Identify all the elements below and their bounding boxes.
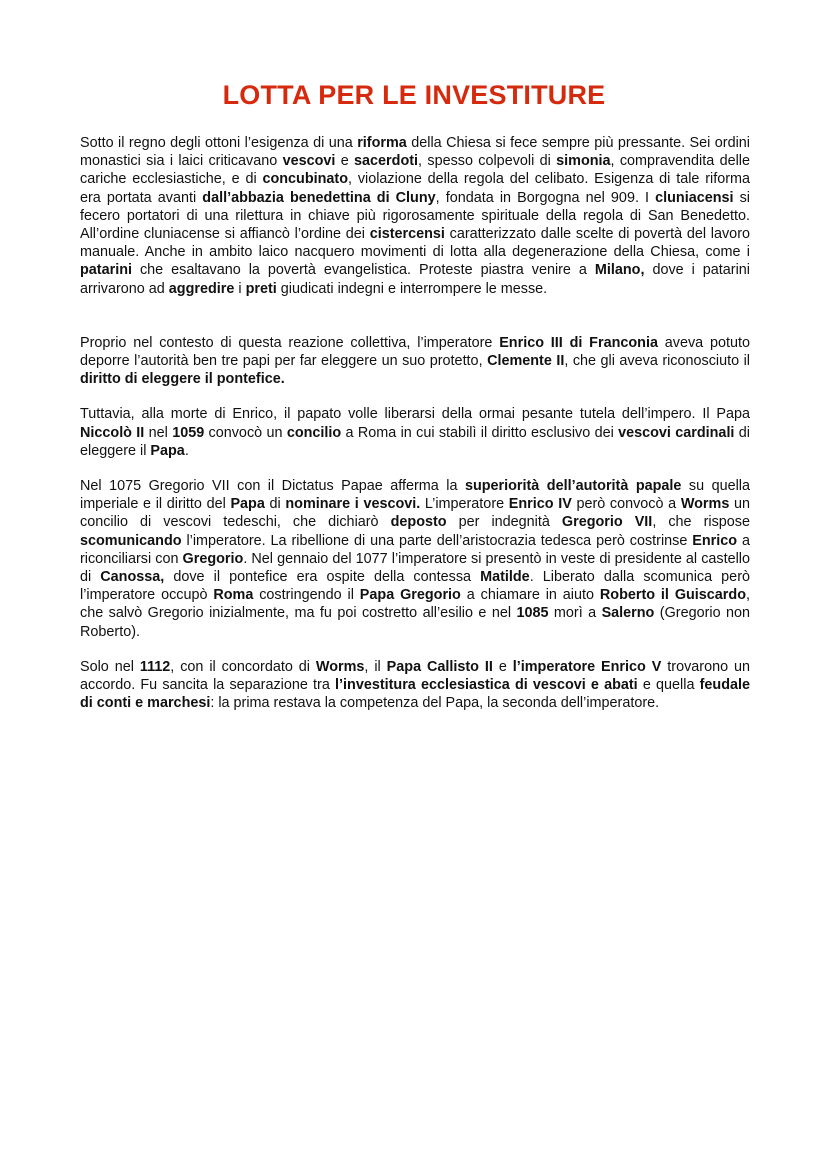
bold-text-run: nominare i vescovi.	[285, 496, 421, 513]
text-run: di eleggere il	[80, 424, 750, 459]
bold-text-run: Papa	[150, 442, 185, 459]
text-run: dove i patarini arrivarono ad	[80, 262, 750, 297]
text-run: . Liberato dalla scomunica però l’imperatore occupò	[80, 569, 750, 604]
bold-text-run: Clemente II	[487, 353, 565, 370]
text-run: giudicati indegni e interrompere le messe.	[276, 280, 548, 297]
text-run: di	[264, 496, 286, 513]
text-run: dove il pontefice era ospite della contessa	[164, 569, 481, 586]
text-run: (Gregorio non Roberto).	[80, 605, 751, 640]
text-run: un concilio di vescovi tedeschi, che dichiarò	[80, 496, 750, 531]
bold-text-run: diritto di eleggere il pontefice.	[80, 371, 285, 388]
text-run: i	[234, 280, 246, 297]
bold-text-run: superiorità dell’autorità papale	[464, 478, 682, 495]
text-run: , con il concordato di	[170, 658, 316, 675]
bold-text-run: sacerdoti	[354, 153, 419, 170]
bold-text-run: 1085	[516, 605, 549, 622]
bold-text-run: aggredire	[168, 280, 235, 297]
text-run: trovarono un accordo. Fu sancita la separazione tra	[80, 658, 751, 694]
bold-text-run: Roberto il Guiscardo	[599, 587, 746, 604]
text-run: : la prima restava la competenza del Papa, la seconda dell’imperatore.	[210, 695, 660, 712]
text-run: nel	[144, 424, 173, 441]
bold-text-run: Gregorio	[182, 550, 244, 567]
bold-text-run: 1059	[172, 424, 205, 441]
bold-text-run: simonia	[556, 153, 611, 170]
text-run: e quella	[637, 677, 700, 694]
text-run: caratterizzato dalle scelte di povertà del lavoro manuale. Anche in ambito laico nacquero movimenti di lotta alla degenerazione della Chiesa, come i	[80, 226, 750, 261]
bold-text-run: Enrico	[692, 532, 738, 549]
bold-text-run: Papa Gregorio	[359, 587, 461, 604]
bold-text-run: concilio	[286, 424, 342, 441]
paragraph-concordato-worms	[80, 658, 750, 713]
bold-text-run: Canossa,	[100, 569, 165, 586]
bold-text-run: Matilde	[480, 569, 530, 586]
text-run: si fecero portatori di una rilettura in chiave più rigorosamente spirituale della regola di San Benedetto. All’ordine cluniacense si affiancò l’ordine dei	[80, 189, 750, 243]
text-run: .	[184, 442, 189, 459]
text-run: Sotto il regno degli ottoni l’esigenza di una	[80, 135, 358, 151]
bold-text-run: preti	[245, 280, 277, 297]
paragraph-niccolo-ii	[80, 405, 750, 460]
text-run: della Chiesa si fece sempre più pressante. Sei ordini monastici sia i laici criticavano	[80, 135, 750, 170]
text-run: , violazione della regola del celibato. Esigenza di tale riforma era portata avanti	[80, 171, 750, 206]
bold-text-run: dall’abbazia benedettina di Cluny	[202, 189, 436, 206]
text-run: , compravendita delle cariche ecclesiastiche, e di	[80, 153, 750, 188]
text-run: a riconciliarsi con	[80, 532, 750, 567]
bold-text-run: Enrico IV	[508, 496, 572, 513]
bold-text-run: feudale di conti e marchesi	[80, 677, 751, 712]
text-run: , spesso colpevoli di	[418, 153, 557, 170]
text-run: l’imperatore. La ribellione di una parte dell’aristocrazia tedesca però costrinse	[181, 532, 693, 549]
bold-text-run: Enrico III di Franconia	[499, 334, 658, 351]
paragraph-riforma-chiesa	[80, 134, 750, 298]
document-title: LOTTA PER LE INVESTITURE	[222, 80, 606, 110]
bold-text-run: Milano,	[594, 262, 645, 279]
text-run: morì a	[548, 605, 602, 622]
text-run: , che rispose	[652, 514, 750, 531]
bold-text-run: vescovi cardinali	[618, 424, 735, 441]
paragraph-enrico-iii	[80, 334, 750, 389]
text-run: aveva potuto deporre l’autorità ben tre papi per far eleggere un suo protetto,	[80, 334, 750, 370]
bold-text-run: Papa Callisto II	[386, 658, 493, 675]
text-run: , che salvò Gregorio inizialmente, ma fu poi costretto all’esilio e nel	[80, 587, 750, 622]
bold-text-run: scomunicando	[80, 532, 182, 549]
bold-text-run: cluniacensi	[655, 189, 734, 206]
paragraph-gregorio-vii	[80, 477, 750, 641]
bold-text-run: vescovi	[282, 153, 336, 170]
text-run: L’imperatore	[420, 496, 509, 513]
text-run: Solo nel	[80, 658, 140, 675]
text-run: che esaltavano la povertà evangelistica. Proteste piastra venire a	[131, 262, 595, 279]
bold-text-run: Gregorio VII	[561, 514, 653, 531]
bold-text-run: Worms	[315, 658, 365, 675]
text-run: , che gli aveva riconosciuto il	[564, 353, 750, 370]
text-run: , il	[364, 658, 387, 675]
text-run: , fondata in Borgogna nel 909. I	[435, 189, 656, 206]
bold-text-run: Salerno	[601, 605, 655, 622]
text-run: Tuttavia, alla morte di Enrico, il papato volle liberarsi della ormai pesante tutela dell’impero. Il Papa	[80, 406, 750, 423]
document-body	[80, 134, 750, 729]
bold-text-run: patarini	[80, 262, 132, 279]
text-run: Proprio nel contesto di questa reazione collettiva, l’imperatore	[80, 334, 500, 351]
text-run: a chiamare in aiuto	[460, 587, 600, 604]
text-run: a Roma in cui stabilì il diritto esclusivo dei	[341, 424, 619, 441]
text-run: costringendo il	[253, 587, 360, 604]
text-run: e	[335, 153, 355, 170]
bold-text-run: l’imperatore Enrico V	[512, 658, 662, 675]
bold-text-run: cistercensi	[369, 226, 445, 243]
bold-text-run: riforma	[357, 135, 407, 151]
bold-text-run: Worms	[680, 496, 730, 513]
bold-text-run: deposto	[390, 514, 447, 531]
bold-text-run: concubinato	[262, 171, 349, 188]
bold-text-run: Papa	[230, 496, 265, 513]
bold-text-run: Niccolò II	[80, 424, 145, 441]
bold-text-run: 1112	[139, 658, 171, 675]
text-run: però convocò a	[571, 496, 681, 513]
text-run: e	[492, 658, 513, 675]
bold-text-run: l’investitura ecclesiastica di vescovi e abati	[335, 677, 638, 694]
bold-text-run: Roma	[213, 587, 254, 604]
text-run: . Nel gennaio del 1077 l’imperatore si presentò in veste di presidente al castello di	[80, 550, 750, 586]
text-run: convocò un	[204, 424, 287, 441]
text-run: per indegnità	[446, 514, 562, 531]
text-run: Nel 1075 Gregorio VII con il Dictatus Papae afferma la	[80, 478, 465, 495]
text-run: su quella imperiale e il diritto del	[80, 478, 750, 513]
